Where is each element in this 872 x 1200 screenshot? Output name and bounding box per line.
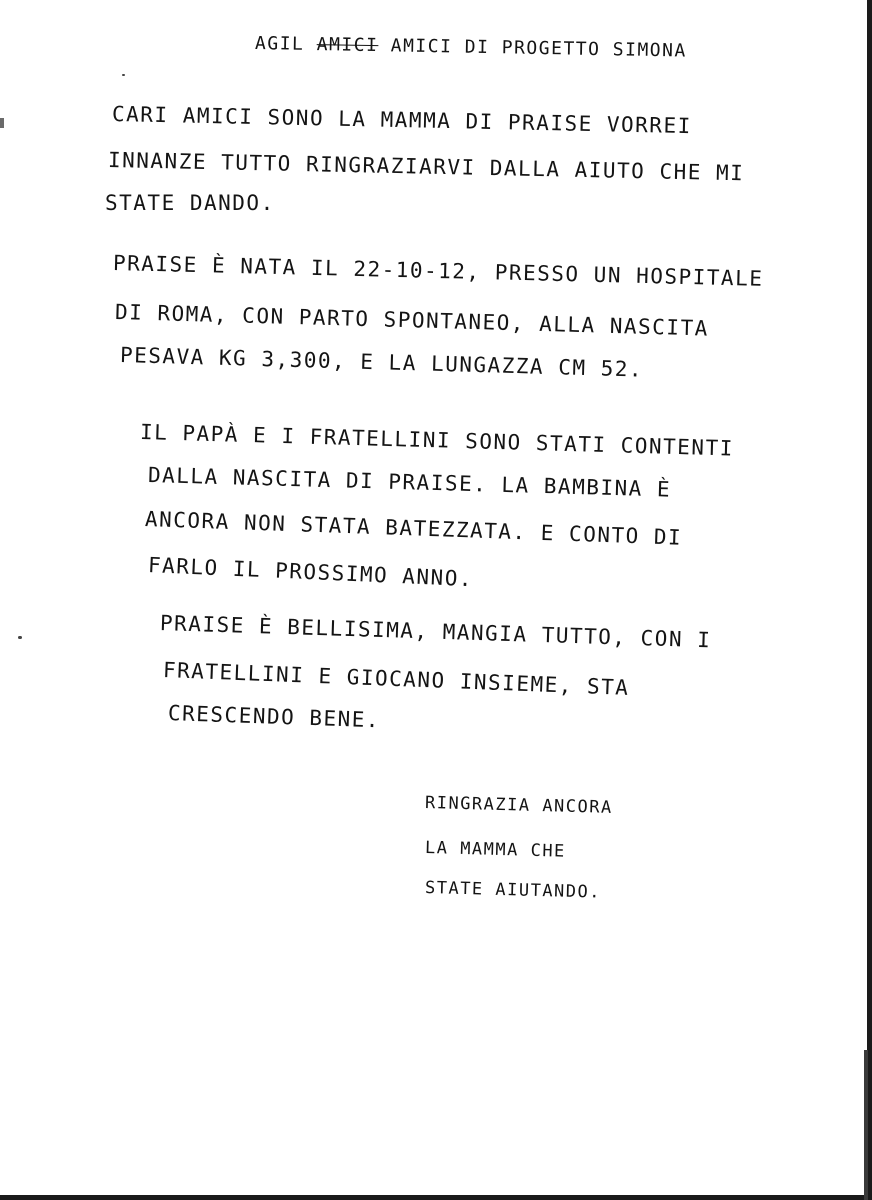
paragraph-3-line-1: IL PAPÀ E I FRATELLINI SONO STATI CONTENTI — [139, 420, 735, 461]
paragraph-2-line-1: PRAISE È NATA IL 22-10-12, PRESSO UN HOSPITALE — [112, 251, 764, 291]
paragraph-3-line-3: ANCORA NON STATA BATEZZATA. E CONTO DI — [144, 507, 683, 550]
letter-title — [255, 35, 687, 61]
scan-edge-right — [867, 0, 872, 1200]
title-struck-word: AMICI — [316, 34, 379, 57]
paragraph-4-line-3: CRESCENDO BENE. — [167, 701, 381, 733]
paragraph-3-line-2: DALLA NASCITA DI PRAISE. LA BAMBINA È — [147, 463, 672, 502]
paragraph-2-line-2: DI ROMA, CON PARTO SPONTANEO, ALLA NASCITA — [114, 300, 710, 341]
scan-speck — [18, 636, 22, 639]
paragraph-2-line-3: PESAVA KG 3,300, E LA LUNGAZZA CM 52. — [119, 343, 644, 382]
paragraph-4-line-2: FRATELLINI E GIOCANO INSIEME, STA — [162, 658, 630, 700]
scan-speck-left — [0, 118, 4, 128]
paragraph-1-line-3: STATE DANDO. — [105, 191, 275, 215]
closing-line-2: LA MAMMA CHE — [424, 838, 567, 862]
closing-line-1: RINGRAZIA ANCORA — [424, 793, 613, 818]
scan-edge-notch — [864, 1050, 868, 1200]
paragraph-1-line-1: CARI AMICI SONO LA MAMMA DI PRAISE VORREI — [111, 102, 693, 139]
title-prefix: AGIL — [254, 33, 305, 55]
scan-speck — [122, 74, 125, 76]
paragraph-1-line-2: INNANZE TUTTO RINGRAZIARVI DALLA AIUTO CHE MI — [107, 148, 745, 186]
closing-line-3: STATE AIUTANDO. — [424, 878, 602, 903]
title-rest: AMICI DI PROGETTO SIMONA — [390, 35, 687, 62]
paragraph-4-line-1: PRAISE È BELLISIMA, MANGIA TUTTO, CON I — [159, 611, 712, 653]
paragraph-3-line-4: FARLO IL PROSSIMO ANNO. — [147, 553, 474, 592]
scan-edge-bottom — [0, 1195, 872, 1200]
